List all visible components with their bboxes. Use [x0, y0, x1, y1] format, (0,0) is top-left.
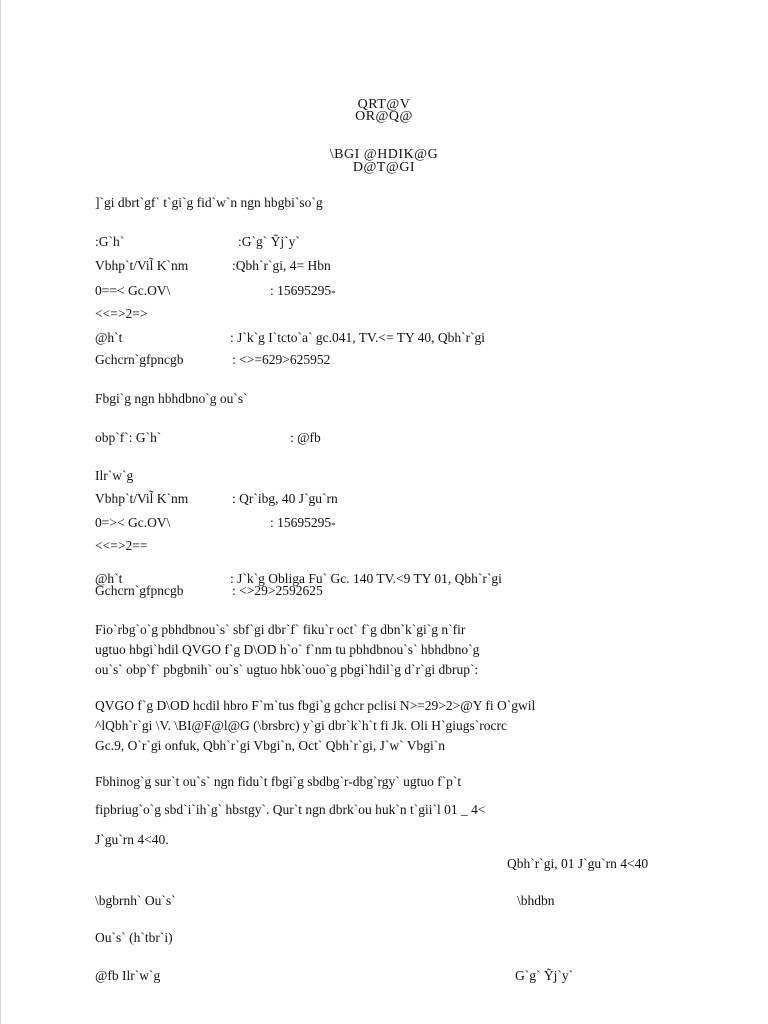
date-line: J`gu`rn 4<40. — [95, 832, 169, 847]
party2-addr-label: @h`t — [95, 571, 123, 586]
signature-right-title: \bhdbn — [517, 893, 555, 908]
paragraph1-line-2: ugtuo hbgi`hdil QVGO f`g D\OD h`o` f`nm tu pbhdbnou`s` hbhdbno`g — [95, 642, 480, 657]
party1-phone-label: Gchcrn`gfpncgb — [95, 352, 184, 367]
paragraph3-line-1: Fbhinog`g sur`t ou`s` ngn fidu`t fbgi`g sbdbg`r-dbg`rgy` ugtuo f`p`t — [95, 774, 462, 789]
party1-id-value: : 15695295- — [270, 283, 336, 298]
party2-head-label: obp`f`: G`h` — [95, 430, 162, 445]
signature-right-name: G`g` Ỹj`y` — [515, 968, 574, 983]
party2-addr-value: : J`k`g Obliga Fu` Gc. 140 TV.<9 TY 01, Qbh`r`gi — [230, 571, 502, 586]
party1-id-extra: <<=>2=> — [95, 306, 148, 321]
intro-text: ]`gi dbrt`gf` t`gi`g fid`w`n ngn hbgbi`so`g — [95, 195, 323, 210]
party1-phone-value: : <>=629>625952 — [232, 352, 331, 367]
section2-intro: Fbgi`g ngn hbhdbno`g ou`s` — [95, 391, 248, 406]
paragraph2-line-3: Gc.9, O`r`gi onfuk, Qbh`r`gi Vbgi`n, Oct` Qbh`r`gi, J`w` Vbgi`n — [95, 738, 446, 753]
title-line-4: D@T@GI — [352, 160, 416, 175]
party1-name-label: :G`h` — [95, 234, 125, 249]
party2-job-value: : Qr`ibg, 40 J`gu`rn — [232, 491, 338, 506]
party1-job-label: Vbhp`t/Vil̃ K`nm — [95, 258, 189, 273]
party1-id-label: 0==< Gc.OV\ — [95, 283, 171, 298]
title-line-1: QRT@V — [357, 97, 411, 112]
paragraph3-line-2: fipbriug`o`g sbd`i`ih`g` hbstgy`. Qur`t ngn dbrk`ou huk`n t`gii`l 01 _ 4< — [95, 802, 486, 817]
paragraph2-line-1: QVGO f`g D\OD hcdil hbro F`m`tus fbgi`g gchcr pclisi N>=29>2>@Y fi O`gwil — [95, 698, 536, 713]
party2-head-value: : @fb — [290, 430, 321, 445]
party1-addr-label: @h`t — [95, 330, 123, 345]
paragraph1-line-1: Fio`rbg`o`g pbhdbnou`s` sbf`gi dbr`f` fiku`r oct` f`g dbn`k`gi`g n`fir — [95, 622, 466, 637]
paragraph2-line-2: ^lQbh`r`gi \V. \BI@F@l@G (\brsbrc) y`gi dbr`k`h`t fi Jk. Oli H`giugs`rocrc — [95, 718, 507, 733]
party2-name-label: Ilr`w`g — [95, 468, 134, 483]
party2-job-label: Vbhp`t/Vil̃ K`nm — [95, 491, 189, 506]
title-line-3: \BGI @HDIK@G — [329, 147, 439, 162]
party2-id-value: : 15695295- — [270, 515, 336, 530]
party2-id-label: 0=>< Gc.OV\ — [95, 515, 171, 530]
party2-phone-value: : <>29>2592625 — [232, 583, 323, 598]
party1-addr-value: : J`k`g I`tcto`a` gc.041, TV.<= TY 40, Qbh`r`gi — [230, 330, 486, 345]
party2-id-extra: <<=>2== — [95, 538, 148, 553]
paragraph1-line-3: ou`s` obp`f` pbgbnih` ou`s` ugtuo hbk`ouo`g pbgi`hdil`g d`r`gi dbrup`: — [95, 662, 479, 677]
party1-job-value: :Qbh`r`gi, 4= Hbn — [232, 258, 331, 273]
place-date: Qbh`r`gi, 01 J`gu`rn 4<40 — [507, 856, 649, 871]
signature-left-role: Ou`s` (h`tbr`i) — [95, 930, 173, 945]
signature-left-title: \bgbrnh` Ou`s` — [95, 893, 176, 908]
party1-name-value: :G`g` Ỹj`y` — [238, 234, 300, 249]
signature-left-name: @fb Ilr`w`g — [95, 968, 161, 983]
party2-phone-label: Gchcrn`gfpncgb — [95, 583, 184, 598]
title-line-2: OR@Q@ — [355, 109, 413, 124]
